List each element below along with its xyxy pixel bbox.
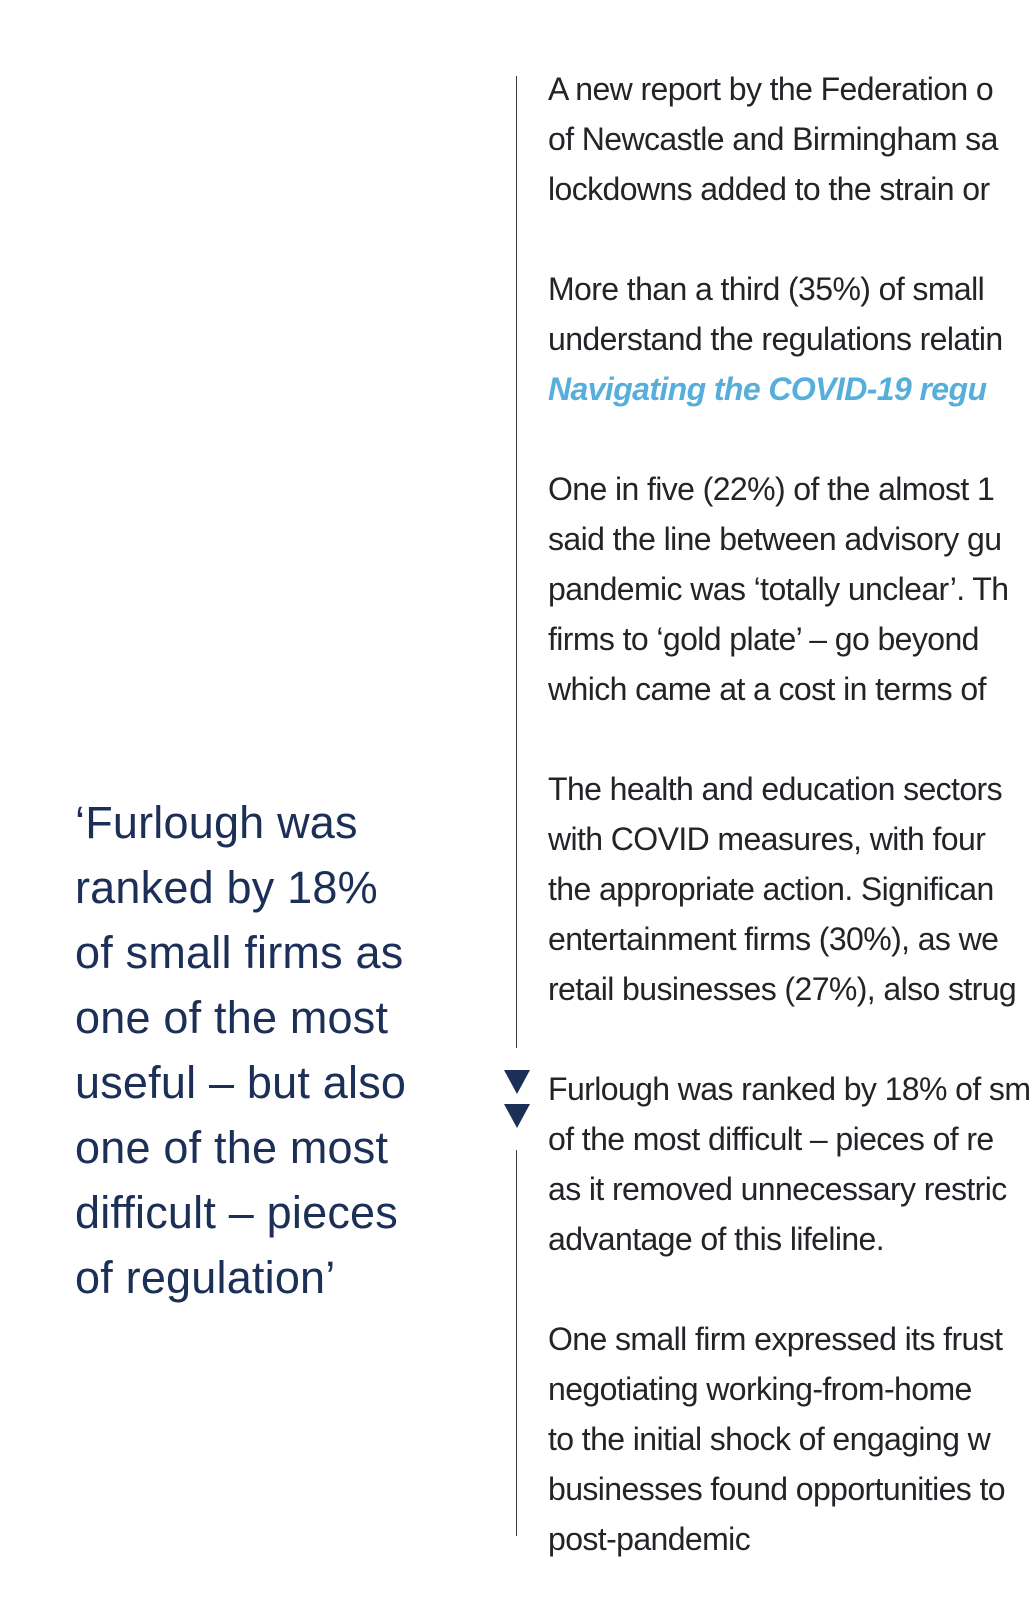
article-paragraph-3: [548, 464, 1024, 714]
text-line: firms to ‘gold plate’ – go beyond: [548, 621, 979, 657]
text-line: One in five (22%) of the almost 1: [548, 471, 995, 507]
text-line: businesses found opportunities to: [548, 1471, 1005, 1507]
text-line: lockdowns added to the strain or: [548, 171, 990, 207]
article-paragraph-4: [548, 764, 1024, 1014]
text-line: entertainment firms (30%), as we: [548, 921, 999, 957]
pull-quote-line: ‘Furlough was: [75, 797, 358, 848]
article-paragraph-2: [548, 264, 1024, 414]
pull-quote-line: useful – but also: [75, 1057, 407, 1108]
report-link[interactable]: Navigating the COVID-19 regu: [548, 371, 987, 407]
pull-quote-line: of regulation’: [75, 1252, 336, 1303]
text-line: to the initial shock of engaging w: [548, 1421, 991, 1457]
text-line: said the line between advisory gu: [548, 521, 1002, 557]
text-line: as it removed unnecessary restric: [548, 1171, 1007, 1207]
text-line: the appropriate action. Significan: [548, 871, 994, 907]
text-line: negotiating working-from-home: [548, 1371, 972, 1407]
pull-quote-line: ranked by 18%: [75, 862, 378, 913]
article-paragraph-1: [548, 64, 1024, 214]
text-line: post-pandemic: [548, 1521, 751, 1557]
text-line: retail businesses (27%), also strug: [548, 971, 1017, 1007]
text-line: Furlough was ranked by 18% of sm: [548, 1071, 1030, 1107]
text-line: with COVID measures, with four: [548, 821, 986, 857]
pull-quote: [75, 790, 435, 1310]
chevron-down-icon: [504, 1104, 530, 1128]
article-paragraph-5: [548, 1064, 1030, 1264]
text-line: One small firm expressed its frust: [548, 1321, 1003, 1357]
pull-quote-line: one of the most: [75, 992, 389, 1043]
text-line: A new report by the Federation o: [548, 71, 994, 107]
text-line: advantage of this lifeline.: [548, 1221, 885, 1257]
column-divider-bottom: [516, 1150, 517, 1536]
article-paragraph-6: [548, 1314, 1024, 1564]
text-line: pandemic was ‘totally unclear’. Th: [548, 571, 1009, 607]
text-line: of the most difficult – pieces of re: [548, 1121, 994, 1157]
text-line: More than a third (35%) of small: [548, 271, 985, 307]
column-divider-top: [516, 76, 517, 1048]
text-line: understand the regulations relatin: [548, 321, 1003, 357]
article-body: [548, 64, 1030, 1614]
text-line: of Newcastle and Birmingham sa: [548, 121, 998, 157]
chevron-down-icon: [504, 1070, 530, 1094]
text-line: The health and education sectors: [548, 771, 1003, 807]
pull-quote-line: of small firms as: [75, 927, 404, 978]
text-line: which came at a cost in terms of: [548, 671, 986, 707]
pull-quote-line: one of the most: [75, 1122, 389, 1173]
pull-quote-line: difficult – pieces: [75, 1187, 398, 1238]
